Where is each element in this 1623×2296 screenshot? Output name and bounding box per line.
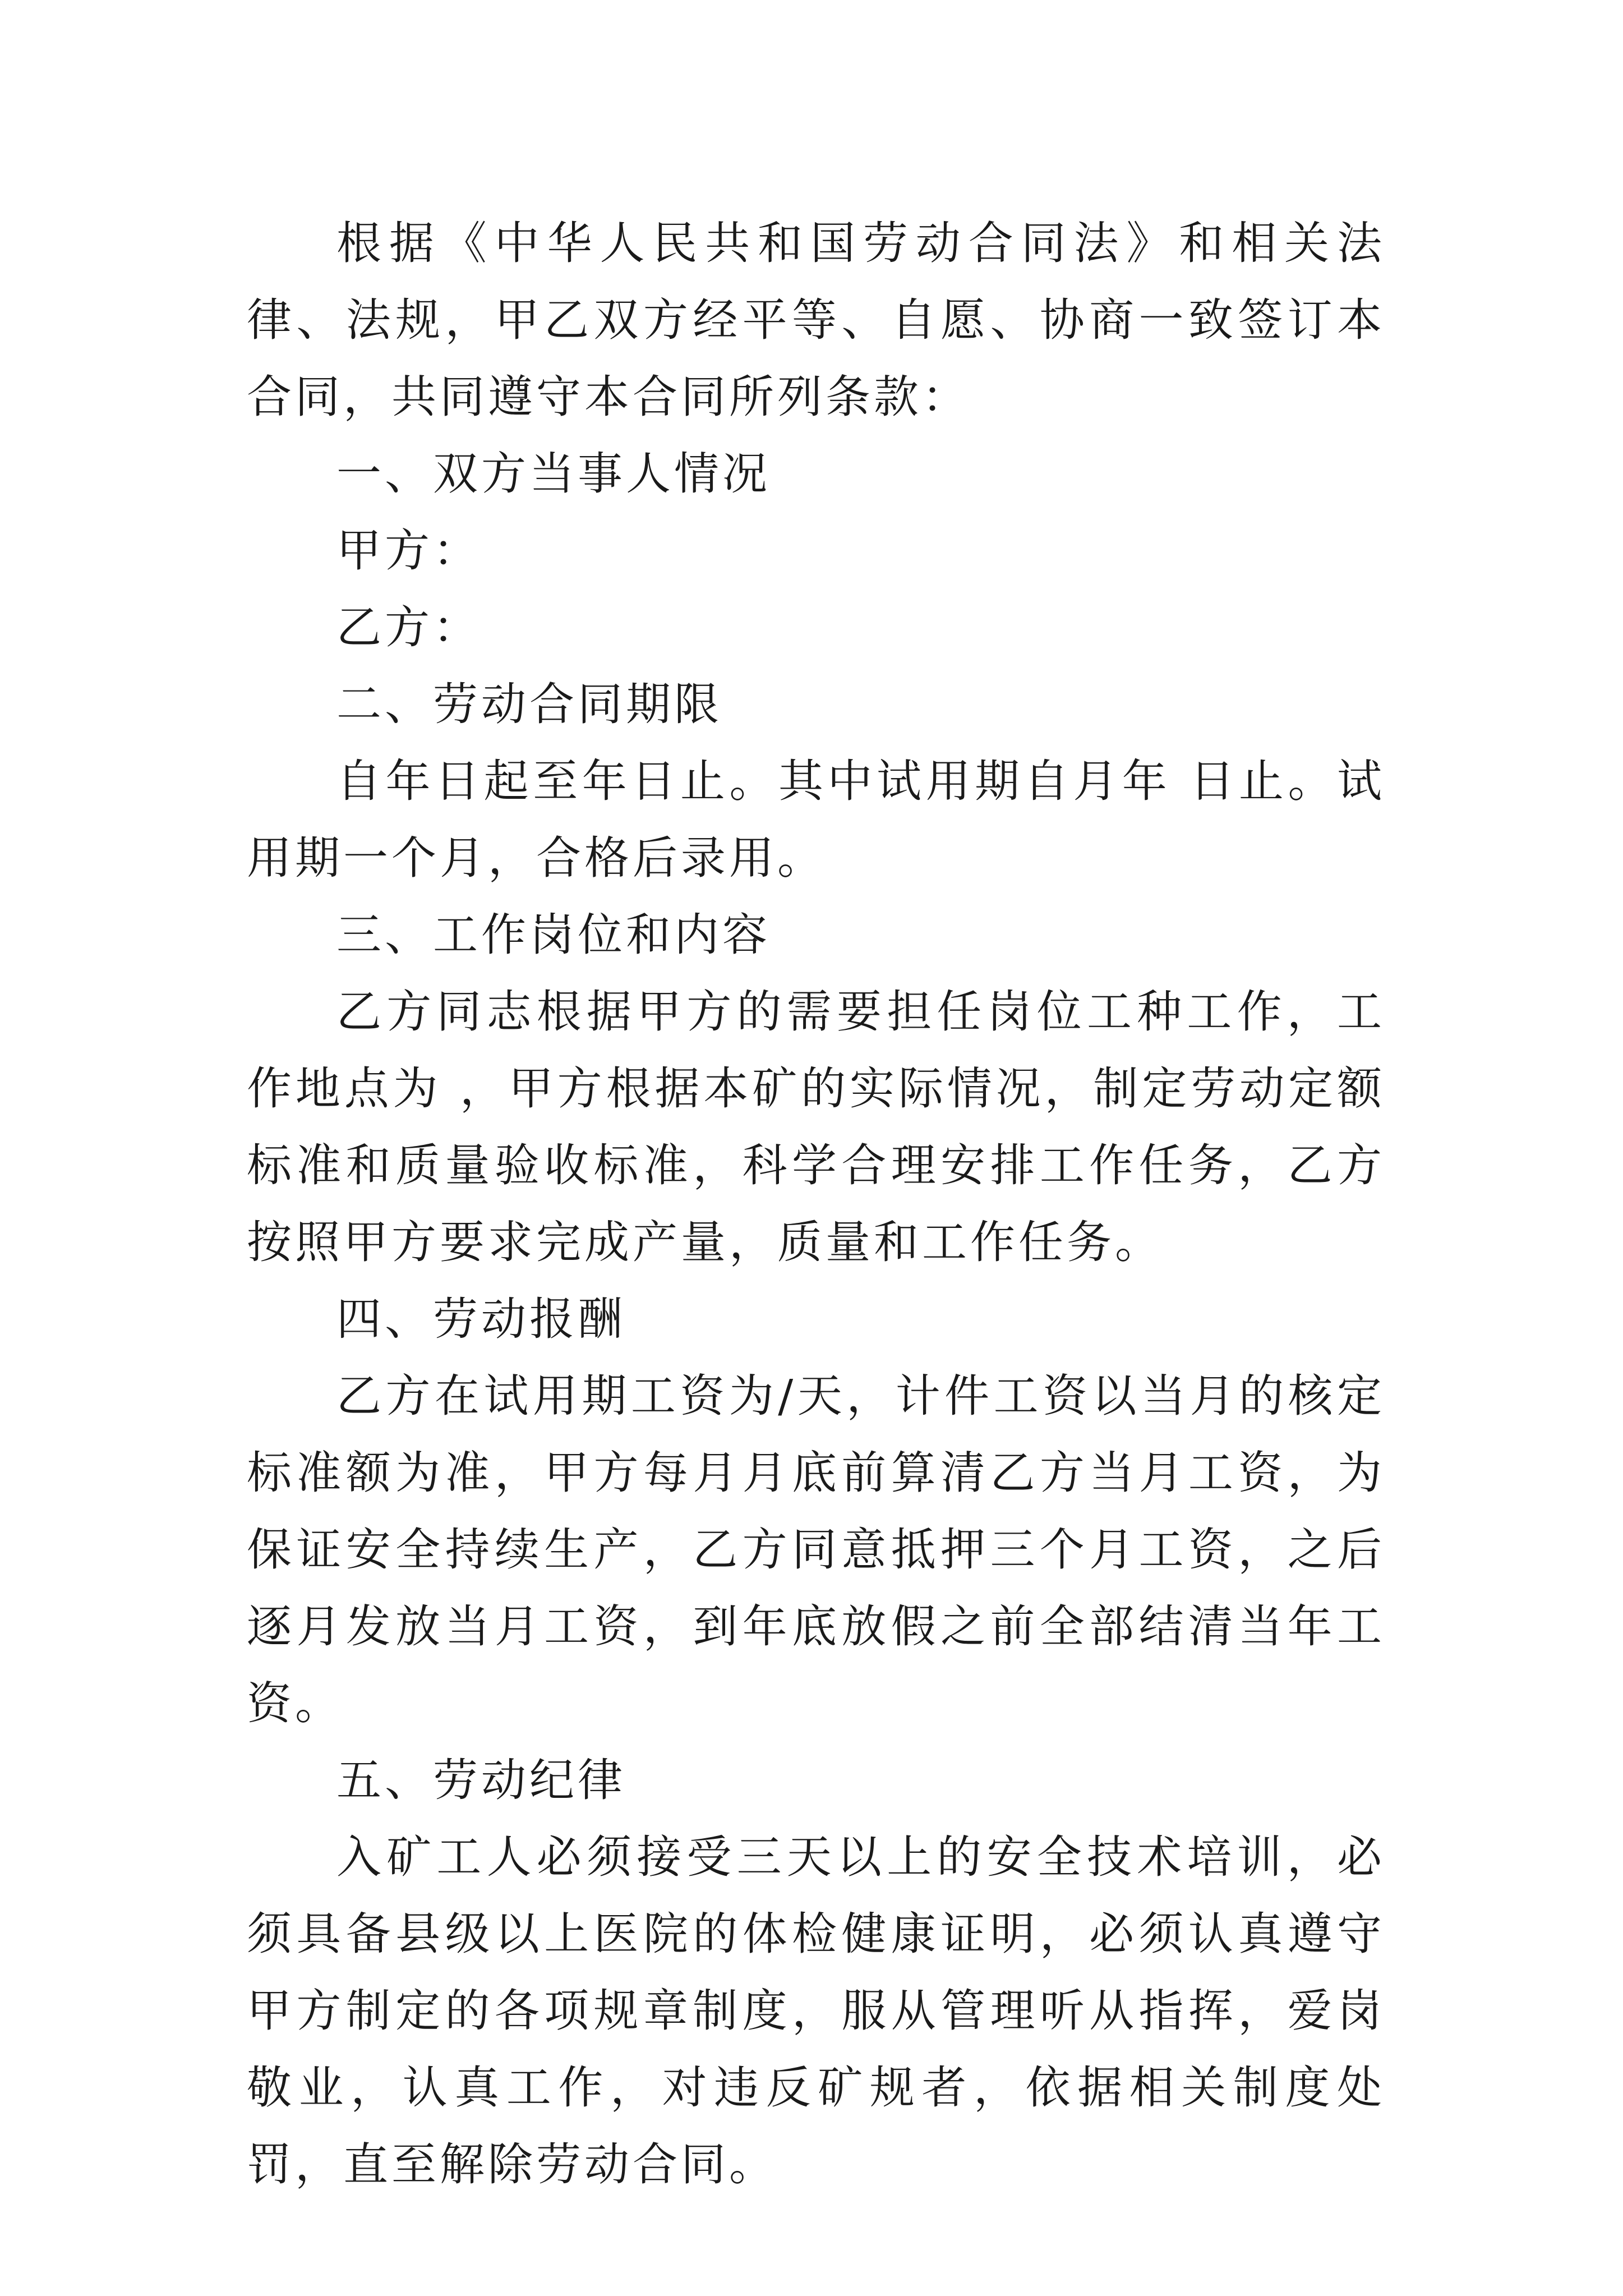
party-b-line: 乙方： bbox=[336, 601, 481, 654]
term-paragraph: 自年日起至年日止。其中试用期自月年 日止。试用期一个月，合格后录用。 bbox=[247, 755, 1385, 884]
pay-paragraph: 乙方在试用期工资为/天，计件工资以当月的核定标准额为准，甲方每月月底前算清乙方当月工资，为保证安全持续生产，乙方同意抵押三个月工资，之后逐月发放当月工资，到年底放假之前全部结清当年工资。 bbox=[247, 1370, 1385, 1729]
section-heading-term: 二、劳动合同期限 bbox=[336, 678, 722, 730]
section-heading-pay: 四、劳动报酬 bbox=[336, 1293, 626, 1345]
section-heading-position: 三、工作岗位和内容 bbox=[336, 909, 771, 961]
position-paragraph: 乙方同志根据甲方的需要担任岗位工种工作，工作地点为 ，甲方根据本矿的实际情况，制定劳动定额标准和质量验收标准，科学合理安排工作任务，乙方按照甲方要求完成产量，质量和工作任务。 bbox=[247, 986, 1385, 1268]
contract-body bbox=[247, 205, 1385, 2203]
section-heading-discipline: 五、劳动纪律 bbox=[336, 1754, 626, 1806]
intro-paragraph: 根据《中华人民共和国劳动合同法》和相关法律、法规，甲乙双方经平等、自愿、协商一致签订本合同，共同遵守本合同所列条款： bbox=[247, 217, 1385, 423]
section-heading-parties: 一、双方当事人情况 bbox=[336, 448, 771, 500]
party-a-line: 甲方： bbox=[336, 524, 481, 577]
discipline-paragraph: 入矿工人必须接受三天以上的安全技术培训，必须具备县级以上医院的体检健康证明，必须认真遵守甲方制定的各项规章制度，服从管理听从指挥，爱岗敬业，认真工作，对违反矿规者，依据相关制度处罚，直至解除劳动合同。 bbox=[247, 1831, 1385, 2191]
